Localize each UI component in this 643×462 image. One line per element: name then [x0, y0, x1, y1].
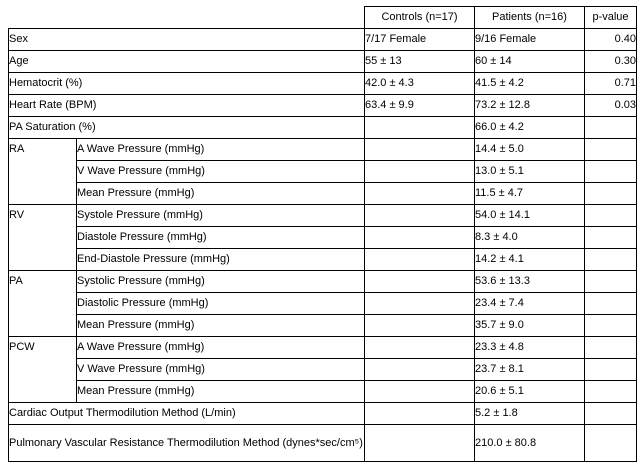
- row-sublabel: Diastolic Pressure (mmHg): [77, 293, 365, 315]
- row-pvalue: [585, 161, 637, 183]
- clinical-characteristics-table: [8, 6, 637, 462]
- table-sheet: [0, 6, 643, 459]
- table-row: [9, 381, 637, 403]
- row-controls: [365, 425, 475, 462]
- row-sublabel: Mean Pressure (mmHg): [77, 381, 365, 403]
- group-label-pcw: PCW: [9, 337, 77, 359]
- table-row: [9, 117, 637, 139]
- row-pvalue: [585, 403, 637, 425]
- row-controls: [365, 205, 475, 227]
- group-label-pa-cont: [9, 315, 77, 337]
- table-row: [9, 227, 637, 249]
- row-sublabel: Mean Pressure (mmHg): [77, 183, 365, 205]
- row-pvalue: [585, 425, 637, 462]
- row-controls: [365, 337, 475, 359]
- group-label-ra: RA: [9, 139, 77, 161]
- row-patients: 23.4 ± 7.4: [475, 293, 585, 315]
- table-row: [9, 183, 637, 205]
- table-row: [9, 425, 637, 462]
- table-row: [9, 139, 637, 161]
- header-patients: Patients (n=16): [475, 7, 585, 29]
- row-pvalue: 0.30: [585, 51, 637, 73]
- row-patients: 73.2 ± 12.8: [475, 95, 585, 117]
- row-controls: [365, 293, 475, 315]
- table-row: [9, 95, 637, 117]
- header-blank-sub: [77, 7, 365, 29]
- row-pvalue: 0.40: [585, 29, 637, 51]
- table-row: [9, 73, 637, 95]
- group-label-pcw-cont: [9, 359, 77, 381]
- row-patients: 66.0 ± 4.2: [475, 117, 585, 139]
- row-controls: 7/17 Female: [365, 29, 475, 51]
- row-pvalue: [585, 249, 637, 271]
- group-label-ra-cont: [9, 161, 77, 183]
- row-label: Heart Rate (BPM): [9, 95, 365, 117]
- row-controls: 63.4 ± 9.9: [365, 95, 475, 117]
- row-sublabel: V Wave Pressure (mmHg): [77, 359, 365, 381]
- row-patients: 35.7 ± 9.0: [475, 315, 585, 337]
- row-sublabel: Mean Pressure (mmHg): [77, 315, 365, 337]
- table-row: [9, 337, 637, 359]
- table-row: [9, 293, 637, 315]
- row-pvalue: [585, 381, 637, 403]
- row-pvalue: [585, 117, 637, 139]
- row-label: Hematocrit (%): [9, 73, 365, 95]
- row-pvalue: [585, 359, 637, 381]
- group-label-rv: RV: [9, 205, 77, 227]
- row-label: Age: [9, 51, 365, 73]
- table-row: [9, 29, 637, 51]
- row-pvalue: [585, 227, 637, 249]
- table-row: [9, 271, 637, 293]
- table-row: [9, 205, 637, 227]
- table-row: [9, 249, 637, 271]
- row-controls: [365, 227, 475, 249]
- row-pvalue: [585, 293, 637, 315]
- table-row: [9, 403, 637, 425]
- table-row: [9, 359, 637, 381]
- row-patients: 23.7 ± 8.1: [475, 359, 585, 381]
- row-label-pvr: Pulmonary Vascular Resistance Thermodilution Method (dynes*sec/cm⁵): [9, 425, 365, 462]
- row-patients: 8.3 ± 4.0: [475, 227, 585, 249]
- row-pvalue: [585, 271, 637, 293]
- row-sublabel: End-Diastole Pressure (mmHg): [77, 249, 365, 271]
- row-sublabel: Systolic Pressure (mmHg): [77, 271, 365, 293]
- row-controls: [365, 249, 475, 271]
- table-header-row: [9, 7, 637, 29]
- row-patients: 5.2 ± 1.8: [475, 403, 585, 425]
- group-label-pa: PA: [9, 271, 77, 293]
- row-pvalue: [585, 337, 637, 359]
- row-controls: [365, 117, 475, 139]
- row-sublabel: A Wave Pressure (mmHg): [77, 337, 365, 359]
- row-label: PA Saturation (%): [9, 117, 365, 139]
- row-sublabel: Diastole Pressure (mmHg): [77, 227, 365, 249]
- row-sublabel: V Wave Pressure (mmHg): [77, 161, 365, 183]
- row-controls: [365, 183, 475, 205]
- row-pvalue: [585, 315, 637, 337]
- row-controls: 42.0 ± 4.3: [365, 73, 475, 95]
- row-patients: 13.0 ± 5.1: [475, 161, 585, 183]
- table-row: [9, 51, 637, 73]
- row-label-cardiac-output: Cardiac Output Thermodilution Method (L/min): [9, 403, 365, 425]
- row-patients: 54.0 ± 14.1: [475, 205, 585, 227]
- row-controls: [365, 139, 475, 161]
- row-patients: 14.4 ± 5.0: [475, 139, 585, 161]
- row-controls: [365, 271, 475, 293]
- row-pvalue: [585, 139, 637, 161]
- row-controls: 55 ± 13: [365, 51, 475, 73]
- table-row: [9, 161, 637, 183]
- header-blank-label: [9, 7, 77, 29]
- row-patients: 9/16 Female: [475, 29, 585, 51]
- row-patients: 60 ± 14: [475, 51, 585, 73]
- table-row: [9, 315, 637, 337]
- row-patients: 23.3 ± 4.8: [475, 337, 585, 359]
- row-controls: [365, 161, 475, 183]
- row-pvalue: 0.03: [585, 95, 637, 117]
- row-pvalue: [585, 183, 637, 205]
- row-patients: 41.5 ± 4.2: [475, 73, 585, 95]
- group-label-rv-cont: [9, 227, 77, 249]
- row-label: Sex: [9, 29, 365, 51]
- row-controls: [365, 359, 475, 381]
- group-label-rv-cont: [9, 249, 77, 271]
- header-controls: Controls (n=17): [365, 7, 475, 29]
- row-patients: 20.6 ± 5.1: [475, 381, 585, 403]
- row-patients: 210.0 ± 80.8: [475, 425, 585, 462]
- header-pvalue: p-value: [585, 7, 637, 29]
- row-sublabel: A Wave Pressure (mmHg): [77, 139, 365, 161]
- row-patients: 11.5 ± 4.7: [475, 183, 585, 205]
- group-label-pa-cont: [9, 293, 77, 315]
- row-pvalue: [585, 205, 637, 227]
- group-label-ra-cont: [9, 183, 77, 205]
- row-controls: [365, 381, 475, 403]
- group-label-pcw-cont: [9, 381, 77, 403]
- row-pvalue: 0.71: [585, 73, 637, 95]
- row-patients: 14.2 ± 4.1: [475, 249, 585, 271]
- row-controls: [365, 315, 475, 337]
- row-controls: [365, 403, 475, 425]
- row-patients: 53.6 ± 13.3: [475, 271, 585, 293]
- row-sublabel: Systole Pressure (mmHg): [77, 205, 365, 227]
